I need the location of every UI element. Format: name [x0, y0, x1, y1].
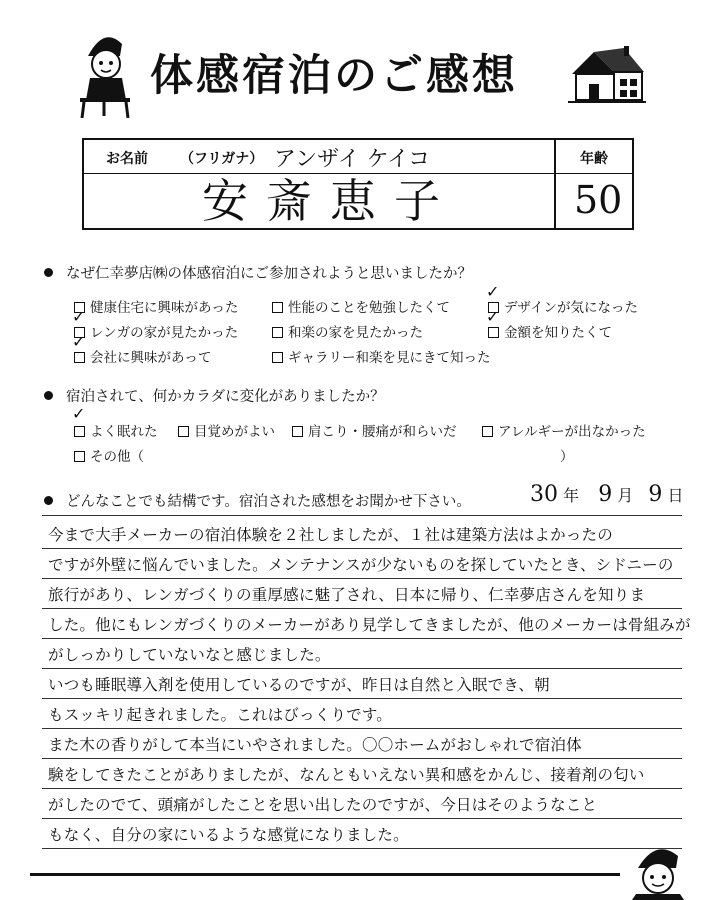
comment-line: 今まで大手メーカーの宿泊体験を２社しましたが、１社は建築方法はよかったの	[48, 526, 613, 544]
option-no-allergy[interactable]: アレルギーが出なかった	[482, 420, 646, 440]
option-performance[interactable]: 性能のことを勉強したくて	[272, 296, 450, 316]
mascot-girl-icon	[626, 842, 692, 900]
option-good-waking[interactable]: 目覚めがよい	[178, 420, 275, 440]
comment-line: また木の香りがして本当にいやされました。〇〇ホームがおしゃれで宿泊体	[48, 736, 582, 754]
check-mark-icon: ✓	[72, 404, 86, 423]
mascot-girl-on-chair-icon	[74, 26, 136, 118]
bullet-q3	[44, 496, 53, 505]
check-mark-icon: ✓	[72, 307, 86, 326]
comment-line: ですが外壁に悩んでいました。メンテナンスが少ないものを探していたとき、シドニーの	[48, 556, 674, 574]
comment-line: した。他にもレンガづくりのメーカーがあり見学してきましたが、他のメーカーは骨組みが	[48, 616, 691, 634]
option-other-close: ）	[560, 449, 574, 465]
check-mark-icon: ✓	[486, 282, 500, 301]
name-age-table	[82, 138, 634, 230]
age-label: 年齢	[580, 151, 608, 167]
option-gallery[interactable]: ギャラリー和楽を見にきて知った	[272, 346, 491, 366]
question-2: 宿泊されて、何かカラダに変化がありましたか？	[66, 389, 385, 405]
check-mark-icon: ✓	[72, 332, 86, 351]
comment-line: 験をしてきたことがありましたが、なんともいえない異和感をかんじ、接着剤の匂い	[48, 766, 645, 784]
bottom-divider	[30, 873, 620, 876]
check-mark-icon: ✓	[486, 307, 500, 326]
house-icon	[568, 46, 646, 104]
furigana-value: アンザイ ケイコ	[274, 147, 431, 172]
furigana-label: （フリガナ）	[180, 151, 264, 167]
option-company[interactable]: 会社に興味があって	[74, 346, 211, 366]
option-waraku-house[interactable]: 和楽の家を見たかった	[272, 321, 423, 341]
option-healthy-home[interactable]: 健康住宅に興味があった	[74, 296, 238, 316]
comment-line: がしたのでて、頭痛がしたことを思い出したのですが、今日はそのようなこと	[48, 796, 598, 814]
question-3: どんなことでも結構です。宿泊された感想をお聞かせ下さい。	[66, 494, 471, 510]
option-shoulder-back[interactable]: 肩こり・腰痛が和らいだ	[292, 420, 457, 440]
option-design[interactable]: デザインが気になった	[488, 296, 638, 316]
comment-line: いつも睡眠導入剤を使用しているのですが、昨日は自然と入眠でき、朝	[48, 676, 550, 694]
comment-line: もスッキリ起きれました。これはびっくりです。	[48, 706, 393, 724]
bullet-q1	[44, 268, 53, 277]
comment-line: がしっかりしていないなと感じました。	[48, 646, 331, 664]
option-brick-house[interactable]: レンガの家が見たかった	[74, 321, 238, 341]
option-slept-well[interactable]: よく眠れた	[74, 420, 158, 440]
name-value: 安斎恵子	[202, 174, 458, 228]
question-1: なぜ仁幸夢店㈱の体感宿泊にご参加されようと思いましたか？	[66, 266, 472, 282]
page-title: 体感宿泊のご感想	[150, 51, 518, 101]
option-other[interactable]: その他（	[74, 445, 144, 465]
option-price[interactable]: 金額を知りたくて	[488, 321, 612, 341]
name-label: お名前	[106, 151, 148, 167]
comment-line: もなく、自分の家にいるような感覚になりました。	[48, 826, 409, 844]
age-value: 50	[574, 178, 623, 222]
bullet-q2	[44, 391, 53, 400]
survey-date: 30 年 9 月 9 日	[530, 482, 684, 507]
comment-line: 旅行があり、レンガづくりの重厚感に魅了され、日本に帰り、仁幸夢店さんを知りま	[48, 586, 646, 604]
